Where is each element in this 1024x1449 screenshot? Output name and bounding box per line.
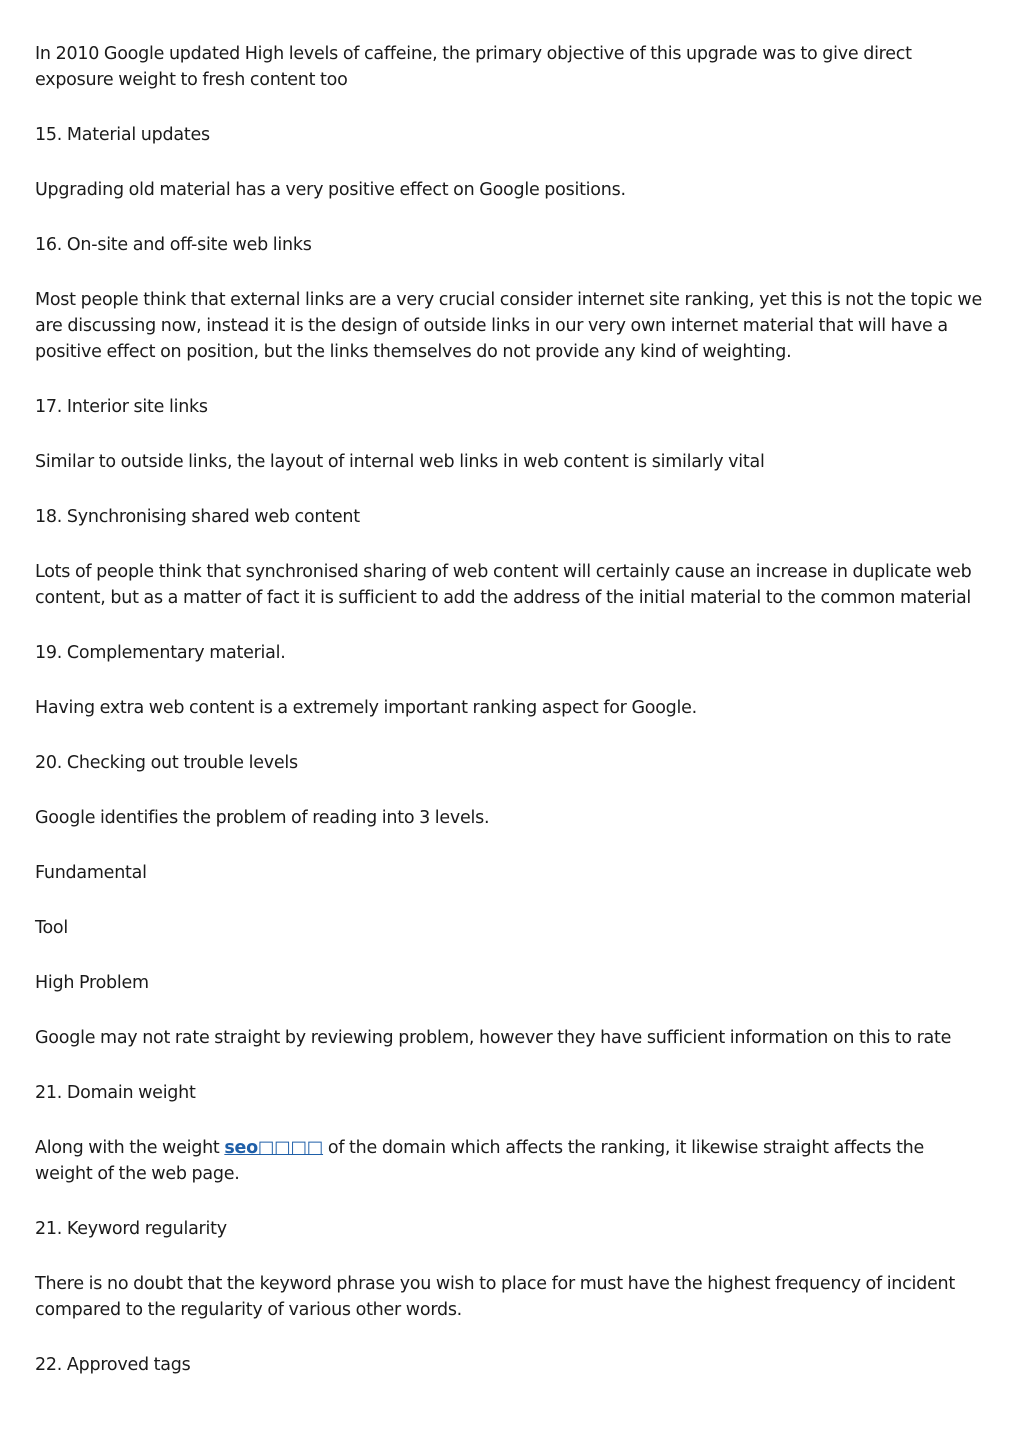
paragraph-text-before: Along with the weight [35, 1138, 225, 1158]
section-heading: 17. Interior site links [35, 397, 208, 417]
list-item: Fundamental [35, 863, 147, 883]
section-heading: 19. Complementary material. [35, 643, 286, 663]
seo-link[interactable]: seo□□□□ [224, 1138, 324, 1158]
paragraph: Having extra web content is a extremely important ranking aspect for Google. [35, 698, 697, 718]
section-heading: 22. Approved tags [35, 1355, 191, 1375]
paragraph: Google may not rate straight by reviewing problem, however they have sufficient information on this to rate [35, 1028, 952, 1048]
section-heading: 21. Keyword regularity [35, 1219, 227, 1239]
paragraph: Lots of people think that synchronised sharing of web content will certainly cause an increase in duplicate web content, but as a matter of fact it is sufficient to add the address of the initial material to the common material [35, 562, 972, 608]
paragraph: Most people think that external links are a very crucial consider internet site ranking, yet this is not the topic we are discussing now, instead it is the design of outside links in our very own internet material that will have a positive effect on position, but the links themselves do not provide any kind of weighting. [35, 290, 982, 362]
section-heading: 21. Domain weight [35, 1083, 196, 1103]
section-heading: 18. Synchronising shared web content [35, 507, 360, 527]
section-heading: 15. Material updates [35, 125, 210, 145]
paragraph: There is no doubt that the keyword phrase you wish to place for must have the highest frequency of incident compared to the regularity of various other words. [35, 1274, 955, 1320]
paragraph: In 2010 Google updated High levels of caffeine, the primary objective of this upgrade was to give direct exposure weight to fresh content too [35, 44, 912, 90]
paragraph-with-link [35, 1135, 985, 1187]
list-item: High Problem [35, 973, 149, 993]
list-item: Tool [35, 918, 68, 938]
paragraph: Similar to outside links, the layout of internal web links in web content is similarly vital [35, 452, 765, 472]
paragraph: Upgrading old material has a very positive effect on Google positions. [35, 180, 626, 200]
paragraph-text-after: of the domain which affects the ranking, it likewise straight affects the weight of the web page. [35, 1138, 925, 1184]
section-heading: 20. Checking out trouble levels [35, 753, 298, 773]
paragraph: Google identifies the problem of reading into 3 levels. [35, 808, 490, 828]
document-body [35, 41, 985, 1407]
section-heading: 16. On-site and off-site web links [35, 235, 312, 255]
